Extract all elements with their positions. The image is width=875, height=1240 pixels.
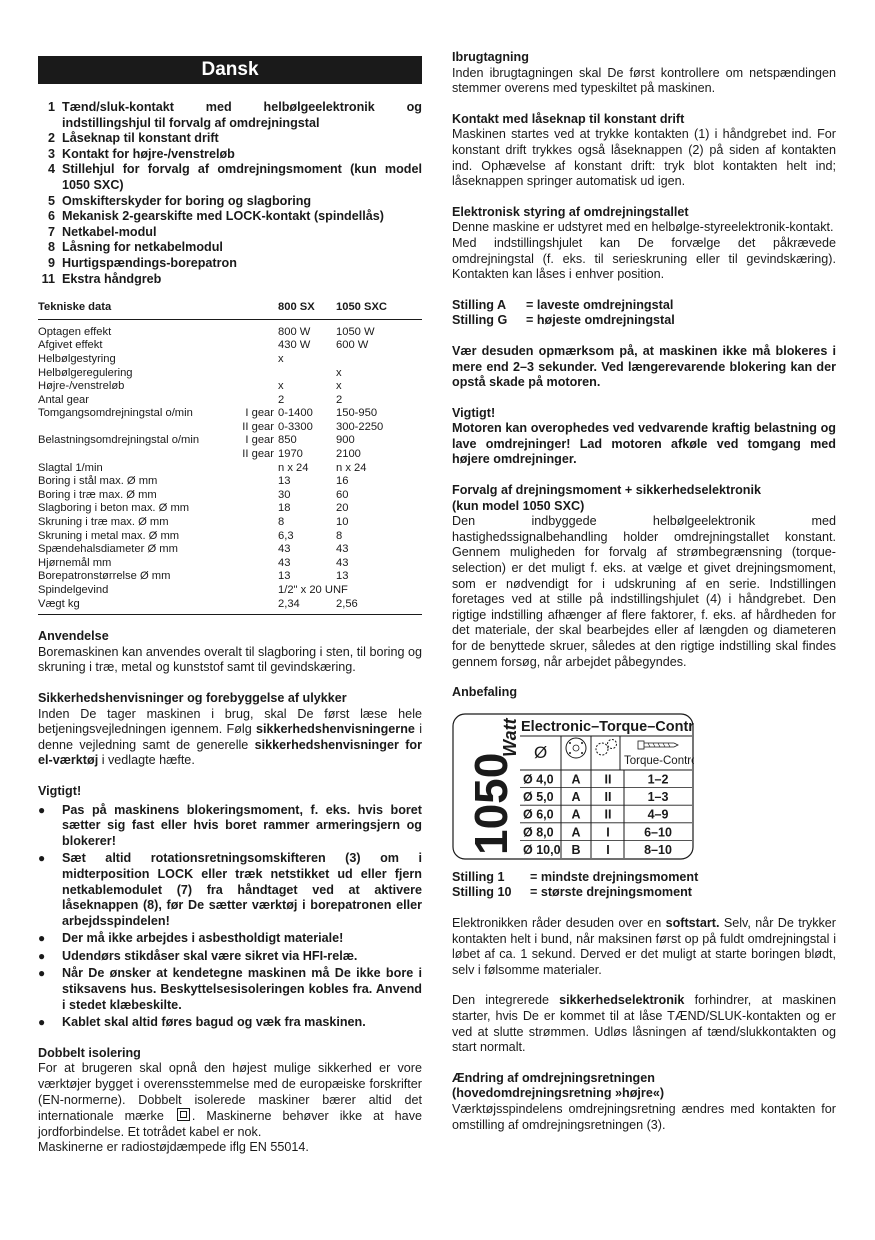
tech-data-row	[38, 530, 422, 544]
spec-label: Helbølgeregulering	[38, 366, 133, 379]
spec-gear	[236, 353, 278, 367]
etc-diameter: Ø 8,0	[523, 825, 554, 840]
spec-gear	[236, 598, 278, 615]
etc-speed: A	[571, 825, 581, 840]
tech-data-row	[38, 584, 422, 598]
part-label: Tænd/sluk-kontakt med helbølgeelektronik og indstillingshjul til forvalg af omdrejningstal	[62, 100, 422, 130]
speed-dial-icon	[566, 738, 586, 758]
spec-value-800: 0-3300	[278, 420, 313, 433]
spec-gear	[236, 557, 278, 571]
part-number: 3	[47, 146, 55, 161]
sikkerhed-text: Inden De tager maskinen i brug, skal De først læse hele betjeningsvejledningen igennem. Følg sikkerhedshenvisningerne i denne vejledning samt de generelle sikkerhedshenvisninger for el-værktøj i vedlagte hæfte.	[38, 706, 422, 768]
bullet-icon: ●	[38, 802, 46, 817]
spec-value-1050: x	[336, 380, 342, 393]
tech-data-row	[38, 557, 422, 571]
screw-icon	[638, 741, 678, 749]
tech-data-row	[38, 434, 422, 448]
etc-torque: 4–9	[647, 807, 669, 822]
sikkerhed-heading: Sikkerhedshenvisninger og forebyggelse af ulykker	[38, 690, 347, 705]
spec-value-800: 2	[278, 393, 285, 406]
part-item	[38, 194, 422, 210]
forvalg-text: Den indbyggede helbølgeelektronik med hastighedssignalbehandling holder omdrejningstallet konstant. Gennem muligheden for forvalg af strømbegrænsning (torque-selection) er det muligt f. eks. at vælge et givet drejningsmoment, som er nødvendigt for i udskruning af en serie. Indstillingen foretages ved at stille på indstillingshjulet (4) i håndgrebet. Den rigtige indstilling afhænger af flere faktorer, f. eks. af hårdheden for det materiale, der skal bearbejdes eller af længden og diameteren for de benyttede skruer, således at den rigtige indstilling skal findes gennem forsøg, når arbejdet påbegyndes.	[452, 514, 836, 669]
spec-gear	[236, 530, 278, 544]
safety-bullet: ● Når De ønsker at kendetegne maskinen må De ikke bore i stiksavens hus. Beskyttelsesisoleringen kobles fra. Anvend i stedet klæbeskilte.	[38, 966, 422, 1012]
part-number: 11	[41, 271, 55, 286]
spec-value-800: 6,3	[278, 529, 294, 542]
part-label: Omskifterskyder for boring og slagboring	[62, 193, 312, 208]
spec-value-1050: 8	[336, 529, 343, 542]
part-number: 5	[47, 193, 55, 208]
part-label: Stillehjul for forvalg af omdrejningsmoment (kun model 1050 SXC)	[62, 162, 422, 192]
anvendelse-heading: Anvendelse	[38, 629, 109, 644]
safety-bullets	[38, 803, 422, 1031]
spec-value-1050: 900	[336, 434, 355, 447]
tech-data-row	[38, 570, 422, 584]
spec-label: Slagboring i beton max. Ø mm	[38, 502, 190, 515]
etc-diameter: Ø 10,0	[523, 842, 561, 857]
spec-gear	[236, 516, 278, 530]
spec-gear	[236, 543, 278, 557]
tech-data-row	[38, 319, 422, 339]
etc-diameter: Ø 5,0	[523, 789, 554, 804]
tech-data-row	[38, 380, 422, 394]
tech-data-row	[38, 367, 422, 381]
tech-data-heading: Tekniske data	[38, 301, 278, 319]
part-number: 8	[47, 240, 55, 255]
spec-label: Boring i stål max. Ø mm	[38, 475, 158, 488]
part-item	[38, 162, 422, 193]
vigtigt2-text: Motoren kan overophedes ved vedvarende kraftig belastning og lave omdrejninger! Lad motoren afkøle ved tomgang med højere omdrejninger.	[452, 421, 836, 467]
forvalg-heading: Forvalg af drejningsmoment + sikkerhedselektronik	[452, 483, 761, 498]
stilling-g: Stilling G = højeste omdrejningstal	[452, 313, 675, 328]
part-number: 4	[47, 162, 55, 177]
spec-label: Optagen effekt	[38, 325, 112, 338]
part-number: 6	[47, 209, 55, 224]
torque-control-text: Torque-Control	[624, 754, 694, 767]
blokering-warning: Vær desuden opmærksom på, at maskinen ikke må blokeres i mere end 2–3 sekunder. Ved længerevarende blokering kan der opstå skade på motoren.	[452, 343, 836, 390]
anvendelse-text: Boremaskinen kan anvendes overalt til slagboring i sten, til boring og skruning i træ, metal og kunststof samt til gevindskæring.	[38, 644, 422, 675]
aendring-heading: Ændring af omdrejningsretningen	[452, 1070, 655, 1085]
model-800-heading: 800 SX	[278, 301, 336, 319]
etc-gear: I	[606, 842, 610, 857]
left-column	[38, 50, 422, 1156]
part-label: Ekstra håndgreb	[62, 271, 162, 286]
etc-torque: 6–10	[644, 825, 672, 840]
spec-value-800: 430 W	[278, 339, 311, 352]
spec-gear	[236, 339, 278, 353]
ibrug-text: Inden ibrugtagningen skal De først kontrollere om netspændingen stemmer overens med typeskiltet på maskinen.	[452, 65, 836, 96]
spec-value-1050: 10	[336, 516, 349, 529]
spec-value-800	[278, 367, 336, 381]
spec-value-800: 850	[278, 434, 297, 447]
tech-data-row	[38, 475, 422, 489]
spec-gear	[236, 462, 278, 476]
etc-speed: B	[571, 842, 581, 857]
spec-value-1050: 43	[336, 556, 349, 569]
spec-value-1050: 300-2250	[336, 420, 384, 433]
tech-data-row	[38, 543, 422, 557]
spec-value-800: x	[278, 352, 284, 365]
torque-control-label	[452, 713, 694, 860]
spec-value-1050: 20	[336, 502, 349, 515]
etc-torque: 1–3	[647, 789, 669, 804]
part-number: 1	[47, 100, 55, 114]
part-label: Hurtigspændings-borepatron	[62, 255, 237, 270]
kontakt-text: Maskinen startes ved at trykke kontakten (1) i håndgrebet ind. For konstant drift trykkes også låseknappen (2) på siden af kontakten ind. Ophævelse af konstant drift: tryk blot kontakten helt ind; låseknappen springer automatisk ud igen.	[452, 127, 836, 189]
parts-list	[38, 100, 422, 287]
spec-gear	[236, 502, 278, 516]
etc-diameter: Ø 4,0	[523, 772, 554, 787]
bullet-icon: ●	[38, 948, 46, 963]
etc-torque: 1–2	[647, 772, 669, 787]
spec-value-800: 43	[278, 543, 291, 556]
part-label: Netkabel-modul	[62, 224, 157, 239]
radio-text: Maskinerne er radiostøjdæmpede iflg EN 55014.	[38, 1140, 309, 1155]
spec-value-800: 13	[278, 570, 291, 583]
spec-label: Skruning i træ max. Ø mm	[38, 516, 169, 529]
safety-bullet: ● Sæt altid rotationsretningsomskifteren (3) om i midterposition LOCK eller træk netstikket ud eller fjern netkablemodulet (7) fra håndtaget ved at aktivere låseknappen (8), før De sætter værktøj i borepatronen eller arbejdsspindelen!	[38, 851, 422, 928]
softstart-text: Elektronikken råder desuden over en softstart. Selv, når De trykker kontakten helt i bund, når maksinen først op på fuldt omdrejningstal i løbet af ca. 1 sekund. Derved er det muligt at starte boringen blødt, selv i følsomme materialer.	[452, 915, 837, 977]
part-label: Mekanisk 2-gearskifte med LOCK-kontakt (spindellås)	[62, 209, 384, 224]
aendring-subheading: (hovedomdrejningsretning »højre«)	[452, 1086, 665, 1101]
spec-label: Borepatronstørrelse Ø mm	[38, 570, 171, 583]
tech-data-table	[38, 301, 422, 615]
spec-value-1050: 2	[336, 393, 343, 406]
spec-value-1050: n x 24	[336, 461, 367, 474]
forvalg-subheading: (kun model 1050 SXC)	[452, 498, 585, 513]
spec-value-1050: 150-950	[336, 407, 378, 420]
tech-data-row	[38, 339, 422, 353]
double-insulation-icon	[177, 1108, 190, 1121]
part-number: 2	[47, 131, 55, 146]
spec-gear	[236, 367, 278, 381]
spec-label: Boring i træ max. Ø mm	[38, 488, 157, 501]
spec-value-800: 1970	[278, 448, 303, 461]
spec-label	[38, 448, 236, 462]
spec-label: Afgivet effekt	[38, 339, 103, 352]
elektronisk-heading: Elektronisk styring af omdrejningstallet	[452, 204, 689, 219]
spec-value-800: x	[278, 380, 284, 393]
etc-title: Electronic–Torque–Control	[521, 718, 694, 735]
bullet-icon: ●	[38, 1015, 46, 1030]
part-label: Låsning for netkabelmodul	[62, 240, 223, 255]
spec-label: Tomgangsomdrejningstal o/min	[38, 407, 193, 420]
part-item	[38, 256, 422, 272]
part-item	[38, 147, 422, 163]
safety-bullet: ● Pas på maskinens blokeringsmoment, f. eks. hvis boret sætter sig fast eller hvis boret rammer armeringsjern og blokerer!	[38, 802, 422, 848]
safety-bullet: ● Kablet skal altid føres bagud og væk fra maskinen.	[38, 1015, 366, 1030]
watt-number: 1050	[465, 752, 517, 855]
safety-bullet: ● Der må ikke arbejdes i asbestholdigt materiale!	[38, 931, 344, 946]
spec-gear	[236, 570, 278, 584]
spec-value-800: n x 24	[278, 461, 309, 474]
spec-label: Helbølgestyring	[38, 352, 116, 365]
etc-gear: I	[606, 825, 610, 840]
elektronisk-text-1: Denne maskine er udstyret med en helbølge-styreelektronik-kontakt.	[452, 220, 834, 235]
stilling-1: Stilling 1 = mindste drejningsmoment	[452, 869, 699, 884]
spec-value-800: 8	[278, 516, 285, 529]
part-number: 9	[47, 255, 55, 270]
spec-value-1050: 600 W	[336, 339, 369, 352]
tech-data-row	[38, 353, 422, 367]
part-label: Kontakt for højre-/venstreløb	[62, 146, 235, 161]
spec-gear	[236, 584, 278, 598]
vigtigt-heading: Vigtigt!	[38, 783, 82, 798]
section-title: Dansk	[38, 56, 422, 84]
elektronisk-text-2: Med indstillingshjulet kan De forvælge det påkrævede omdrejningstal (f. eks. til serieskruning eller til gevindskæring). Kontakten kan låses i enhver position.	[452, 235, 836, 282]
etc-speed: A	[571, 789, 581, 804]
aendring-text: Værktøjsspindelens omdrejningsretning ændres med kontakten for omstilling af omdrejningsretningen (3).	[452, 1101, 836, 1132]
stilling-10: Stilling 10 = største drejningsmoment	[452, 885, 693, 900]
ibrug-heading: Ibrugtagning	[452, 50, 529, 64]
spec-value-1050: x	[336, 366, 342, 379]
tech-data-row	[38, 448, 422, 462]
tech-data-row	[38, 462, 422, 476]
spec-value-1050: 2100	[336, 448, 361, 461]
tech-data-row	[38, 407, 422, 421]
etc-diameter: Ø 6,0	[523, 807, 554, 822]
part-item	[38, 131, 422, 147]
part-item	[38, 209, 422, 225]
spec-value-800: 0-1400	[278, 407, 313, 420]
safety-bullet: ● Udendørs stikdåser skal være sikret via HFI-relæ.	[38, 948, 358, 963]
tech-data-row	[38, 421, 422, 435]
gear-icon	[596, 739, 617, 755]
spec-gear: I gear	[245, 407, 274, 420]
spec-label: Hjørnemål mm	[38, 556, 112, 569]
tech-data-row	[38, 489, 422, 503]
spec-value-1050: 43	[336, 543, 349, 556]
spec-value-1050: 1050 W	[336, 325, 375, 338]
isolering-text: For at brugeren skal opnå den højest mulige sikkerhed er vore værktøjer bygget i overensstemmelse med de europæiske forskrifter (EN-normerne). Dobbelt isolerede maskiner bærer altid det internationale mærke . Maskinerne behøver ikke at have jordforbindelse. Et totrådet kabel er nok.	[38, 1061, 422, 1139]
bullet-icon: ●	[38, 931, 46, 946]
spec-gear	[236, 394, 278, 408]
sikkerhedselektronik-text: Den integrerede sikkerhedselektronik forhindrer, at maskinen starter, hvis De er kommet til at låse TÆND/SLUK-kontakten og er ved at slutte strømmen. Udløs låsningen af tænd/slukkontakten og start normalt.	[452, 993, 836, 1055]
spec-label: Slagtal 1/min	[38, 461, 103, 474]
spec-gear	[236, 319, 278, 339]
part-label: Låseknap til konstant drift	[62, 131, 219, 146]
bullet-icon: ●	[38, 851, 46, 866]
etc-speed: A	[571, 807, 581, 822]
kontakt-heading: Kontakt med låseknap til konstant drift	[452, 111, 685, 126]
spec-gear	[236, 489, 278, 503]
spec-label: Belastningsomdrejningstal o/min	[38, 434, 200, 447]
spec-value-1050: 13	[336, 570, 349, 583]
right-column	[452, 50, 836, 1133]
spec-label: Højre-/venstreløb	[38, 380, 125, 393]
spec-label: Spændehalsdiameter Ø mm	[38, 543, 178, 556]
spec-gear	[236, 380, 278, 394]
part-number: 7	[47, 224, 55, 239]
spec-label: Spindelgevind	[38, 584, 109, 596]
stilling-a: Stilling A = laveste omdrejningstal	[452, 297, 674, 312]
etc-torque: 8–10	[644, 842, 672, 857]
part-item	[38, 272, 422, 288]
etc-gear: II	[604, 789, 612, 804]
spec-value-1050: 16	[336, 475, 349, 488]
spec-value-800: 13	[278, 475, 291, 488]
spec-value-800: 43	[278, 556, 291, 569]
vigtigt2-heading: Vigtigt!	[452, 405, 496, 420]
model-1050-heading: 1050 SXC	[336, 301, 422, 319]
part-item	[38, 240, 422, 256]
diameter-icon: Ø	[534, 742, 548, 762]
tech-data-row	[38, 516, 422, 530]
anbefaling-heading: Anbefaling	[452, 685, 518, 700]
watt-unit: Watt	[500, 718, 520, 757]
spec-gear: II gear	[242, 448, 274, 461]
part-item	[38, 225, 422, 241]
spec-gear: I gear	[245, 434, 274, 447]
spec-label: Vægt kg	[38, 598, 236, 615]
isolering-heading: Dobbelt isolering	[38, 1045, 141, 1060]
spec-value-1050: 60	[336, 488, 349, 501]
spec-gear	[236, 475, 278, 489]
spec-value-800: 30	[278, 488, 291, 501]
tech-data-row	[38, 598, 422, 615]
spec-value-800: 1/2" x 20 UNF	[278, 584, 348, 596]
spec-label: Antal gear	[38, 393, 89, 406]
spec-value-1050	[336, 353, 422, 367]
spec-label: Skruning i metal max. Ø mm	[38, 529, 180, 542]
spec-gear: II gear	[242, 420, 274, 433]
spec-value-800: 800 W	[278, 325, 311, 338]
part-item	[38, 100, 422, 131]
tech-data-row	[38, 394, 422, 408]
etc-speed: A	[571, 772, 581, 787]
tech-data-row	[38, 502, 422, 516]
etc-gear: II	[604, 807, 612, 822]
spec-value-1050: 2,56	[336, 598, 422, 615]
spec-value-800: 2,34	[278, 598, 336, 615]
etc-gear: II	[604, 772, 612, 787]
spec-label	[38, 421, 236, 435]
bullet-icon: ●	[38, 966, 46, 981]
spec-value-800: 18	[278, 502, 291, 515]
